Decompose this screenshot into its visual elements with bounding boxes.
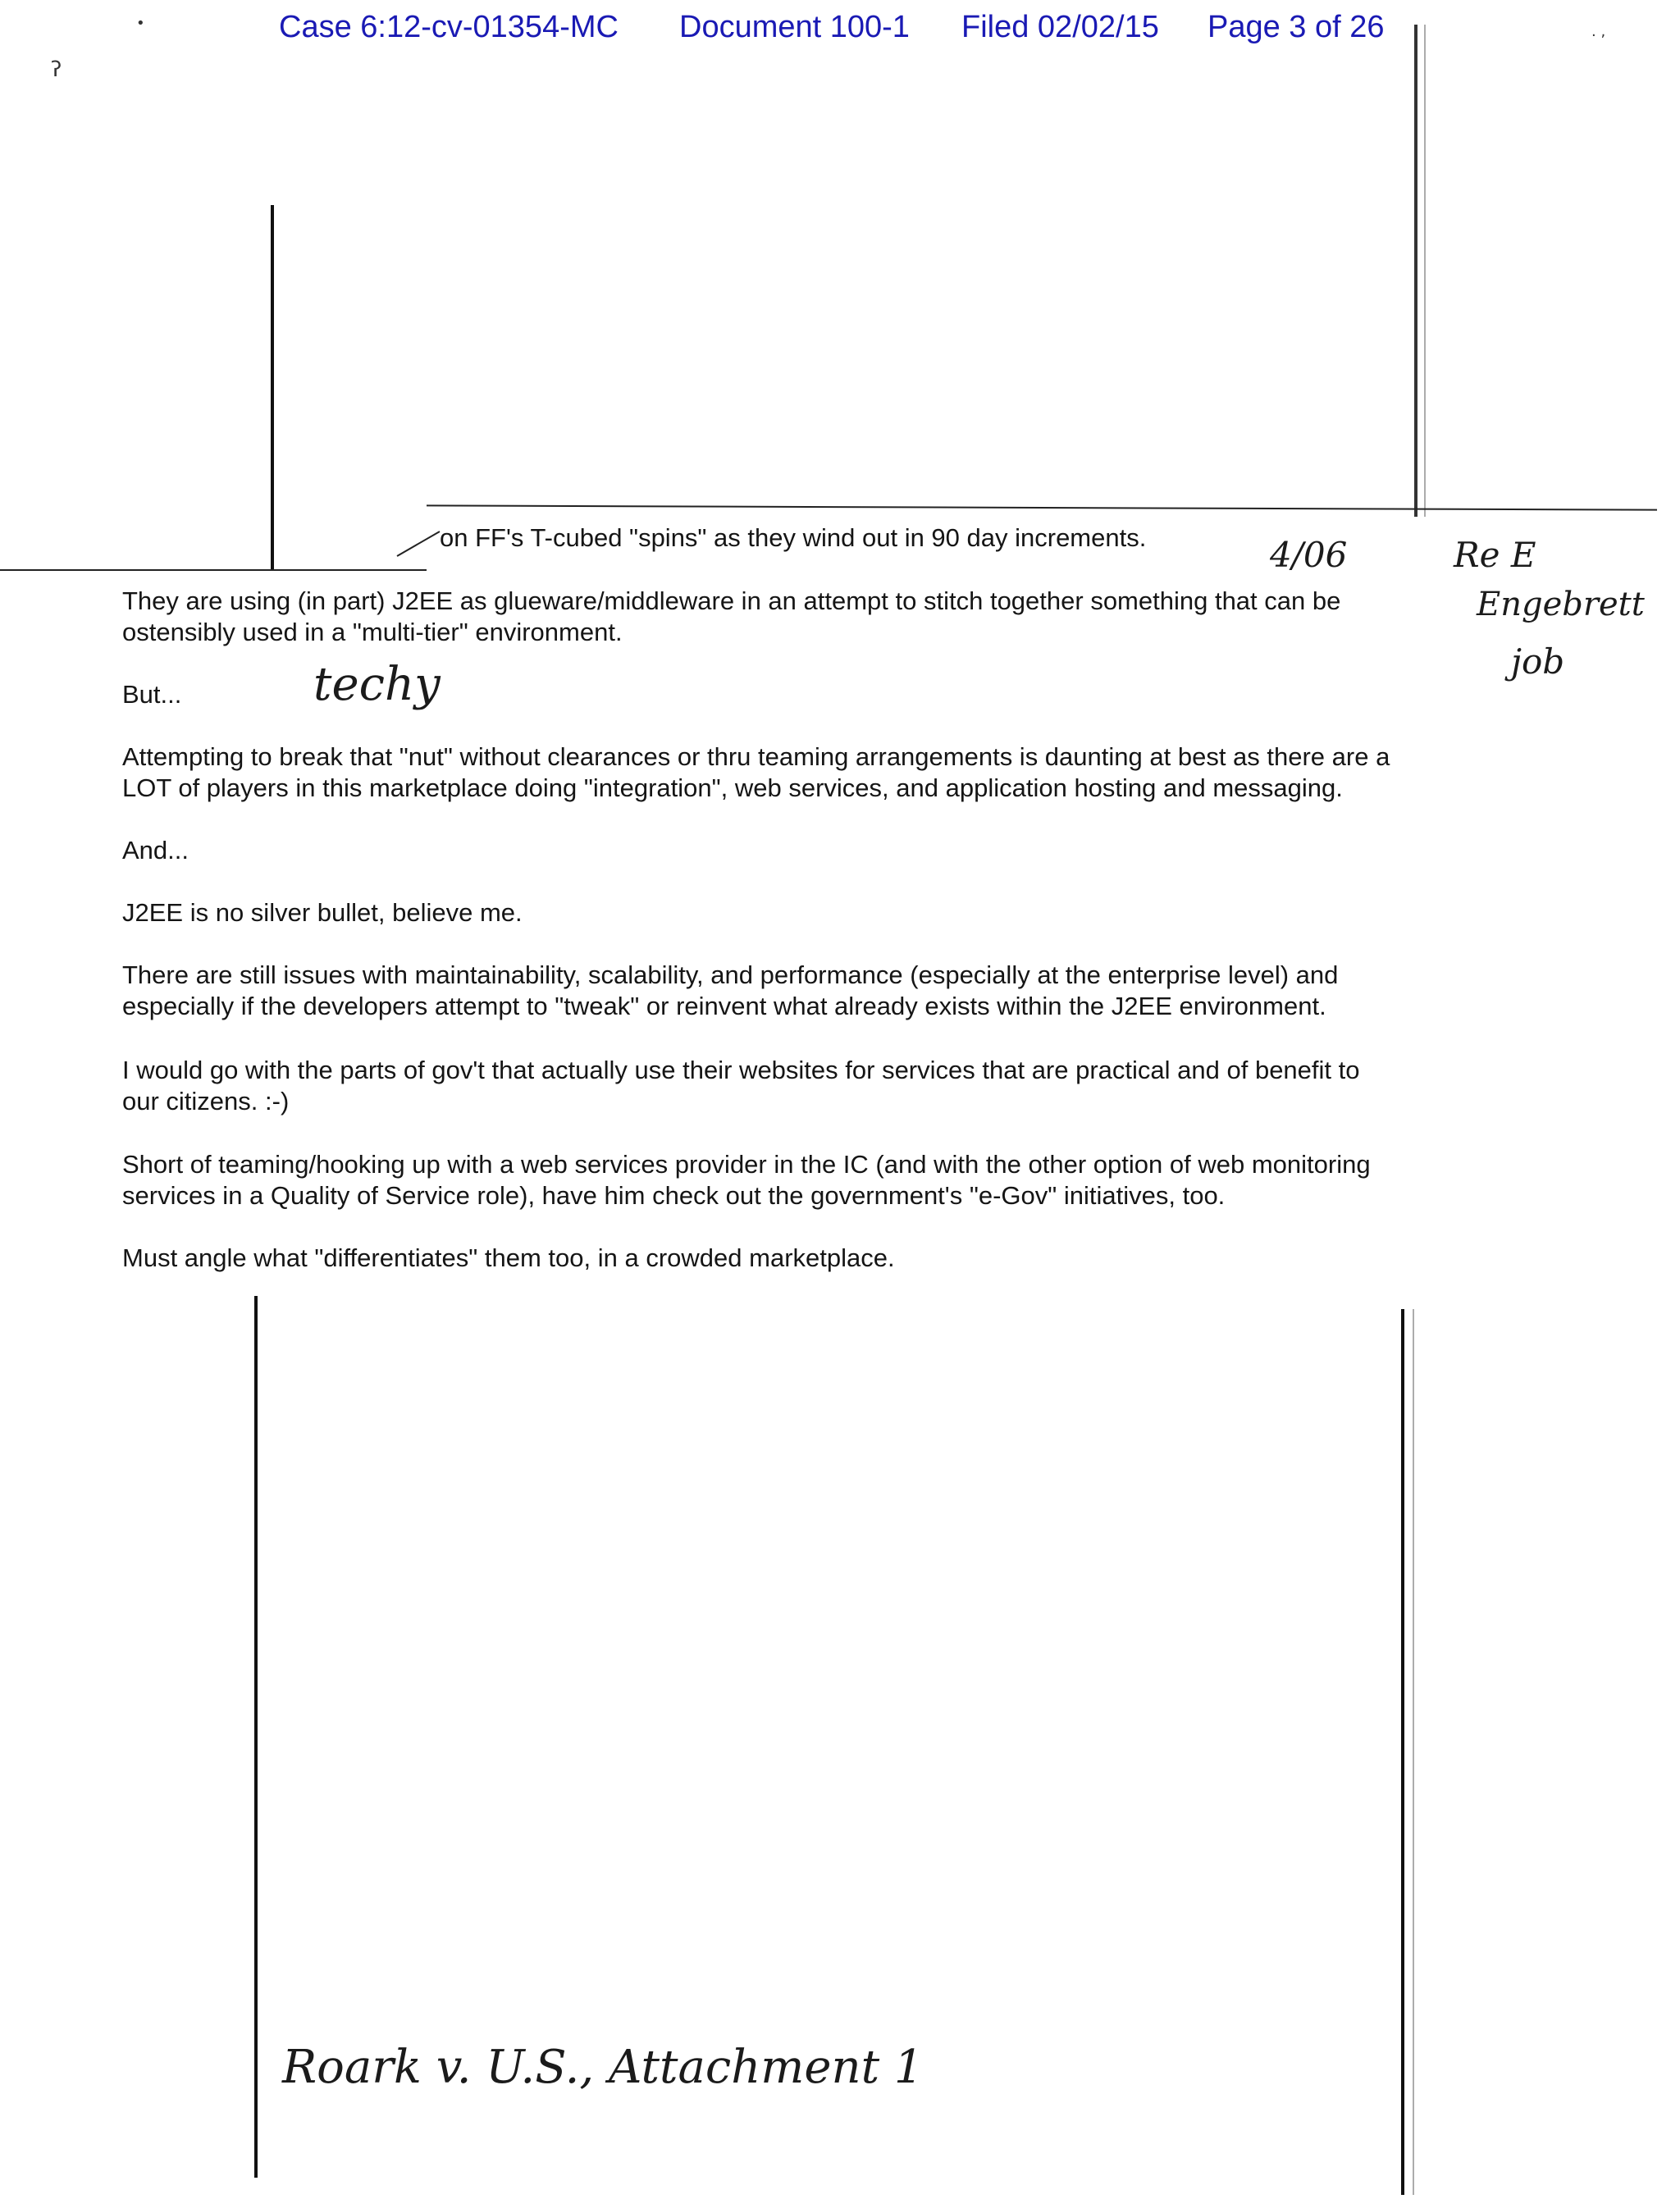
- margin-line-left-bottom: [254, 1296, 258, 2178]
- scan-speck: ʔ: [51, 57, 62, 82]
- paragraph-line: LOT of players in this marketplace doing "integration", web services, and application hosting and messaging.: [122, 773, 1343, 802]
- margin-line-right-bottom-dotted: [1413, 1309, 1414, 2195]
- paragraph-line: Attempting to break that "nut" without clearances or thru teaming arrangements is daunting at best as there are a: [122, 742, 1390, 771]
- handwritten-note-job: job: [1511, 641, 1565, 682]
- margin-line-right-top: [1414, 25, 1418, 517]
- filed-date: Filed 02/02/15: [961, 10, 1159, 44]
- scan-speck: . ,: [1591, 23, 1606, 40]
- paragraph-line: our citizens. :-): [122, 1087, 290, 1115]
- paragraph-line: services in a Quality of Service role), have him check out the government's "e-Gov" initiatives, too.: [122, 1181, 1226, 1210]
- scan-speck: •: [136, 15, 145, 32]
- paragraph-line: especially if the developers attempt to "tweak" or reinvent what already exists within the J2EE environment.: [122, 992, 1326, 1020]
- paragraph-line: J2EE is no silver bullet, believe me.: [122, 898, 523, 927]
- paragraph-line: ostensibly used in a "multi-tier" environment.: [122, 618, 623, 646]
- margin-line-right-top-dotted: [1424, 25, 1426, 517]
- handwritten-date: 4/06: [1270, 535, 1348, 575]
- handwritten-note-techy: techy: [313, 658, 441, 711]
- handwritten-note-name: Engebrett: [1477, 586, 1645, 623]
- paragraph-line: They are using (in part) J2EE as glueware/middleware in an attempt to stitch together something that can be: [122, 586, 1341, 615]
- document-number: Document 100-1: [679, 10, 910, 44]
- filing-header: [279, 10, 1427, 51]
- case-number: Case 6:12-cv-01354-MC: [279, 10, 619, 44]
- paragraph-line: And...: [122, 836, 189, 865]
- paragraph-line: Must angle what "differentiates" them too, in a crowded marketplace.: [122, 1243, 895, 1272]
- margin-line-right-bottom: [1401, 1309, 1404, 2195]
- handwritten-note-re: Re E: [1454, 535, 1536, 575]
- text-fragment: on FF's T-cubed "spins" as they wind out in 90 day increments.: [440, 523, 1147, 552]
- paragraph-line: But...: [122, 680, 182, 709]
- paragraph-line: There are still issues with maintainability, scalability, and performance (especially at the enterprise level) and: [122, 960, 1339, 989]
- divider-line-slant: [397, 531, 441, 557]
- paragraph-line: Short of teaming/hooking up with a web services provider in the IC (and with the other option of web monitoring: [122, 1150, 1371, 1179]
- divider-line-right: [427, 504, 1657, 510]
- handwritten-attachment-label: Roark v. U.S., Attachment 1: [282, 2041, 924, 2094]
- margin-line-left-top: [271, 205, 274, 571]
- paragraph-line: I would go with the parts of gov't that actually use their websites for services that are practical and of benefit to: [122, 1056, 1360, 1084]
- divider-line-left: [0, 569, 427, 571]
- page-number: Page 3 of 26: [1208, 10, 1385, 44]
